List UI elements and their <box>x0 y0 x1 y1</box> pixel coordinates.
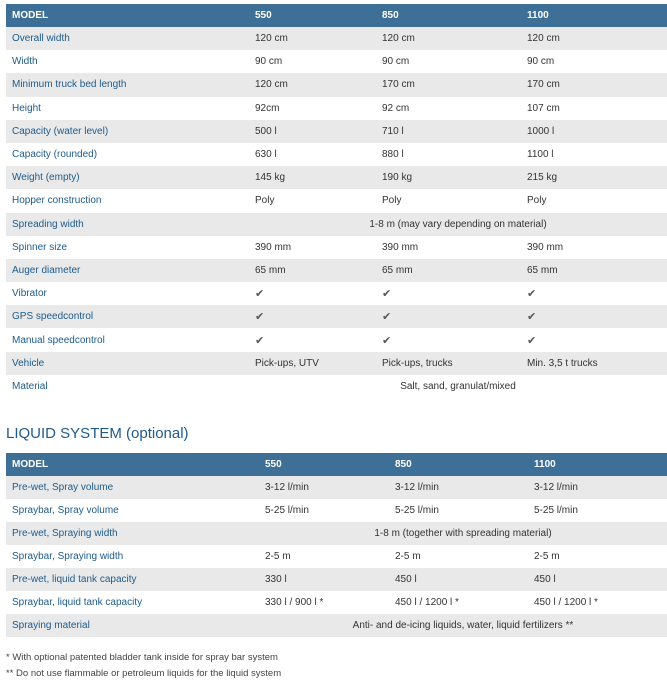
row-label: Weight (empty) <box>6 166 249 189</box>
table-row <box>6 259 667 282</box>
value-cell: 3-12 l/min <box>389 476 528 499</box>
value-cell: 170 cm <box>376 73 521 96</box>
value-cell: 1000 l <box>521 120 667 143</box>
checkmark-icon: ✔ <box>376 282 521 305</box>
liquid-spec-table <box>6 453 667 637</box>
checkmark-icon: ✔ <box>376 305 521 328</box>
value-cell: 390 mm <box>521 236 667 259</box>
table-row <box>6 476 667 499</box>
checkmark-icon: ✔ <box>521 328 667 351</box>
value-cell: 5-25 l/min <box>528 499 667 522</box>
row-label: Spreading width <box>6 213 249 236</box>
liquid-header-1100: 1100 <box>528 453 667 476</box>
spec-table <box>6 4 667 398</box>
table-row <box>6 189 667 212</box>
value-cell: 880 l <box>376 143 521 166</box>
value-cell: 215 kg <box>521 166 667 189</box>
liquid-table-header <box>6 453 667 476</box>
value-cell: Min. 3,5 t trucks <box>521 352 667 375</box>
table-row <box>6 522 667 545</box>
table-row <box>6 614 667 637</box>
table-row <box>6 50 667 73</box>
value-cell: Poly <box>249 189 376 212</box>
spec-header-850: 850 <box>376 4 521 27</box>
liquid-header-550: 550 <box>259 453 389 476</box>
table-row <box>6 213 667 236</box>
spanning-value-cell: 1-8 m (together with spreading material) <box>259 522 667 545</box>
row-label: Vibrator <box>6 282 249 305</box>
value-cell: 5-25 l/min <box>259 499 389 522</box>
liquid-table-body <box>6 476 667 637</box>
value-cell: Pick-ups, trucks <box>376 352 521 375</box>
table-row <box>6 282 667 305</box>
table-row <box>6 499 667 522</box>
spanning-value-cell: Salt, sand, granulat/mixed <box>249 375 667 398</box>
value-cell: 390 mm <box>376 236 521 259</box>
row-label: Capacity (water level) <box>6 120 249 143</box>
spec-header-550: 550 <box>249 4 376 27</box>
footnote-flammable-warning: ** Do not use flammable or petroleum liquids for the liquid system <box>6 668 282 679</box>
table-row <box>6 568 667 591</box>
value-cell: 65 mm <box>521 259 667 282</box>
value-cell: 450 l / 1200 l * <box>389 591 528 614</box>
row-label: Overall width <box>6 27 249 50</box>
spec-table-body <box>6 27 667 398</box>
value-cell: 190 kg <box>376 166 521 189</box>
table-row <box>6 375 667 398</box>
value-cell: 630 l <box>249 143 376 166</box>
row-label: Width <box>6 50 249 73</box>
table-row <box>6 236 667 259</box>
value-cell: 92 cm <box>376 97 521 120</box>
checkmark-icon: ✔ <box>249 305 376 328</box>
value-cell: 5-25 l/min <box>389 499 528 522</box>
row-label: Manual speedcontrol <box>6 328 249 351</box>
table-row <box>6 591 667 614</box>
value-cell: 450 l <box>528 568 667 591</box>
checkmark-icon: ✔ <box>376 328 521 351</box>
value-cell: 145 kg <box>249 166 376 189</box>
row-label: Hopper construction <box>6 189 249 212</box>
value-cell: 2-5 m <box>389 545 528 568</box>
value-cell: 450 l <box>389 568 528 591</box>
value-cell: 92cm <box>249 97 376 120</box>
checkmark-icon: ✔ <box>521 305 667 328</box>
value-cell: 65 mm <box>249 259 376 282</box>
row-label: Spinner size <box>6 236 249 259</box>
table-row <box>6 143 667 166</box>
value-cell: 3-12 l/min <box>259 476 389 499</box>
spec-header-1100: 1100 <box>521 4 667 27</box>
row-label: Height <box>6 97 249 120</box>
row-label: Pre-wet, Spray volume <box>6 476 259 499</box>
table-row <box>6 73 667 96</box>
value-cell: 120 cm <box>249 27 376 50</box>
checkmark-icon: ✔ <box>249 282 376 305</box>
row-label: Vehicle <box>6 352 249 375</box>
checkmark-icon: ✔ <box>249 328 376 351</box>
value-cell: 170 cm <box>521 73 667 96</box>
value-cell: 90 cm <box>249 50 376 73</box>
value-cell: 90 cm <box>521 50 667 73</box>
footnote-bladder-tank: * With optional patented bladder tank inside for spray bar system <box>6 652 278 663</box>
table-row <box>6 352 667 375</box>
value-cell: 107 cm <box>521 97 667 120</box>
table-row <box>6 120 667 143</box>
value-cell: 120 cm <box>376 27 521 50</box>
value-cell: 120 cm <box>521 27 667 50</box>
table-row <box>6 305 667 328</box>
row-label: Minimum truck bed length <box>6 73 249 96</box>
table-row <box>6 545 667 568</box>
value-cell: 120 cm <box>249 73 376 96</box>
row-label: Spraying material <box>6 614 259 637</box>
value-cell: 500 l <box>249 120 376 143</box>
value-cell: 65 mm <box>376 259 521 282</box>
value-cell: 330 l / 900 l * <box>259 591 389 614</box>
spec-header-model: MODEL <box>6 4 249 27</box>
liquid-header-model: MODEL <box>6 453 259 476</box>
value-cell: Poly <box>376 189 521 212</box>
table-row <box>6 27 667 50</box>
value-cell: 90 cm <box>376 50 521 73</box>
value-cell: 2-5 m <box>528 545 667 568</box>
value-cell: 390 mm <box>249 236 376 259</box>
row-label: Spraybar, Spray volume <box>6 499 259 522</box>
table-row <box>6 328 667 351</box>
checkmark-icon: ✔ <box>521 282 667 305</box>
value-cell: 330 l <box>259 568 389 591</box>
liquid-system-title: LIQUID SYSTEM (optional) <box>6 425 189 442</box>
spec-table-header <box>6 4 667 27</box>
value-cell: 450 l / 1200 l * <box>528 591 667 614</box>
table-row <box>6 97 667 120</box>
spanning-value-cell: Anti- and de-icing liquids, water, liquid fertilizers ** <box>259 614 667 637</box>
value-cell: Pick-ups, UTV <box>249 352 376 375</box>
row-label: Capacity (rounded) <box>6 143 249 166</box>
table-row <box>6 166 667 189</box>
row-label: Auger diameter <box>6 259 249 282</box>
value-cell: Poly <box>521 189 667 212</box>
value-cell: 1100 l <box>521 143 667 166</box>
value-cell: 710 l <box>376 120 521 143</box>
row-label: Material <box>6 375 249 398</box>
value-cell: 2-5 m <box>259 545 389 568</box>
liquid-header-850: 850 <box>389 453 528 476</box>
spanning-value-cell: 1-8 m (may vary depending on material) <box>249 213 667 236</box>
row-label: Spraybar, liquid tank capacity <box>6 591 259 614</box>
row-label: Spraybar, Spraying width <box>6 545 259 568</box>
row-label: GPS speedcontrol <box>6 305 249 328</box>
row-label: Pre-wet, Spraying width <box>6 522 259 545</box>
value-cell: 3-12 l/min <box>528 476 667 499</box>
row-label: Pre-wet, liquid tank capacity <box>6 568 259 591</box>
